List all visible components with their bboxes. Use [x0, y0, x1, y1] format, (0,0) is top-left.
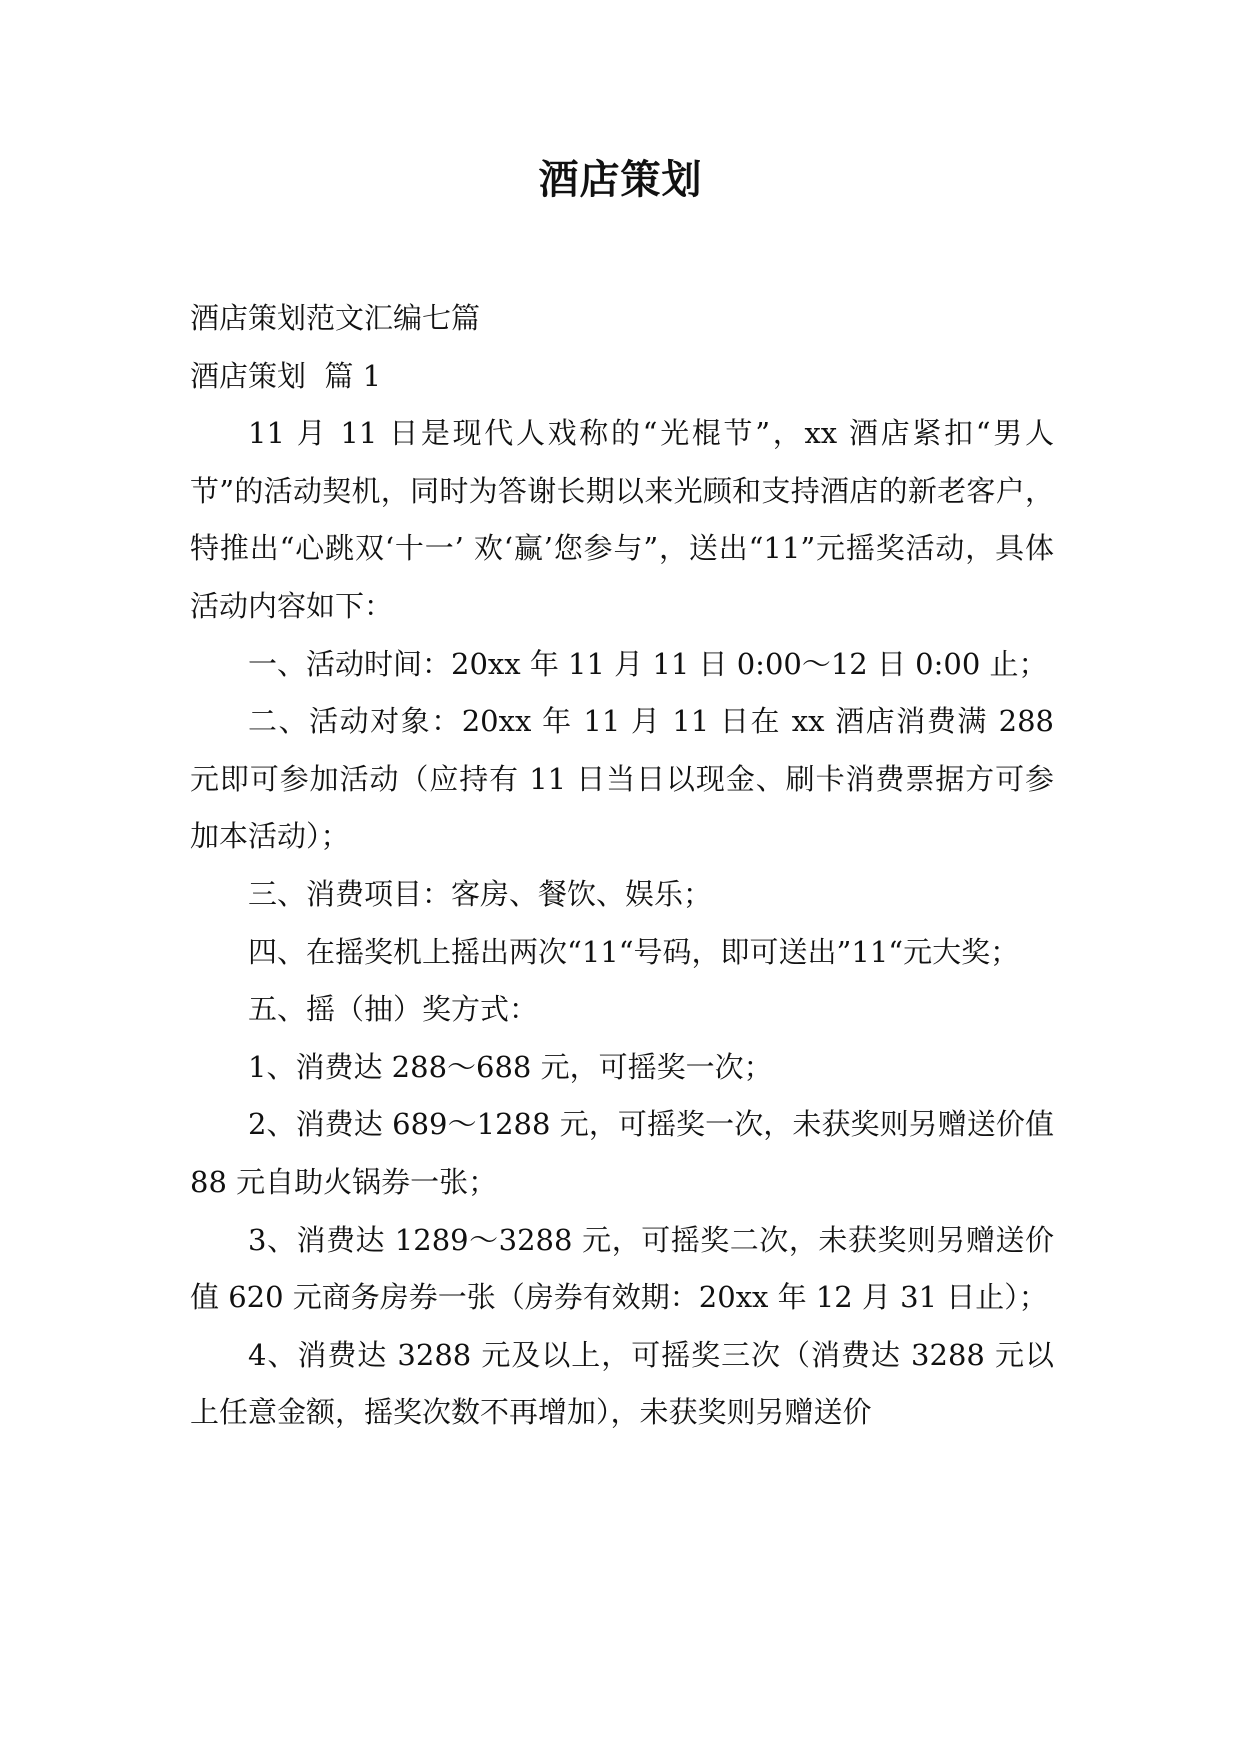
paragraph-activity-time: 一、活动时间：20xx 年 11 月 11 日 0:00～12 日 0:00 止； — [248, 646, 1048, 681]
paragraph-tier-4: 4、消费达 3288 元及以上，可摇奖三次（消费达 3288 元以上任意金额，摇奖次数不再增加），未获奖则另赠送价 — [190, 1337, 1054, 1430]
document-title: 酒店策划 — [538, 156, 703, 203]
document-body — [190, 290, 1054, 1442]
paragraph-activity-target: 二、活动对象：20xx 年 11 月 11 日在 xx 酒店消费满 288 元即可参加活动（应持有 11 日当日以现金、刷卡消费票据方可参加本活动）； — [190, 704, 1054, 854]
paragraph-prize-rule: 四、在摇奖机上摇出两次“11“号码，即可送出”11“元大奖； — [248, 934, 1020, 969]
section-heading: 酒店策划 篇 1 — [190, 358, 382, 393]
paragraph-consumption-items: 三、消费项目：客房、餐饮、娱乐； — [248, 876, 713, 911]
paragraph-tier-3: 3、消费达 1289～3288 元，可摇奖二次，未获奖则另赠送价值 620 元商务房券一张（房券有效期：20xx 年 12 月 31 日止）； — [190, 1222, 1054, 1315]
paragraph-tier-1: 1、消费达 288～688 元，可摇奖一次； — [248, 1049, 773, 1084]
paragraph-tier-2: 2、消费达 689～1288 元，可摇奖一次，未获奖则另赠送价值 88 元自助火锅券一张； — [190, 1107, 1054, 1199]
document-subtitle: 酒店策划范文汇编七篇 — [190, 301, 481, 335]
paragraph-lottery-method: 五、摇（抽）奖方式： — [248, 992, 539, 1027]
paragraph-intro: 11 月 11 日是现代人戏称的“光棍节”，xx 酒店紧扣“男人节”的活动契机，同时为答谢长期以来光顾和支持酒店的新老客户，特推出“心跳双‘十一’ 欢‘赢’您参与”，送出“11”元摇奖活动，具体活动内容如下： — [190, 416, 1054, 623]
